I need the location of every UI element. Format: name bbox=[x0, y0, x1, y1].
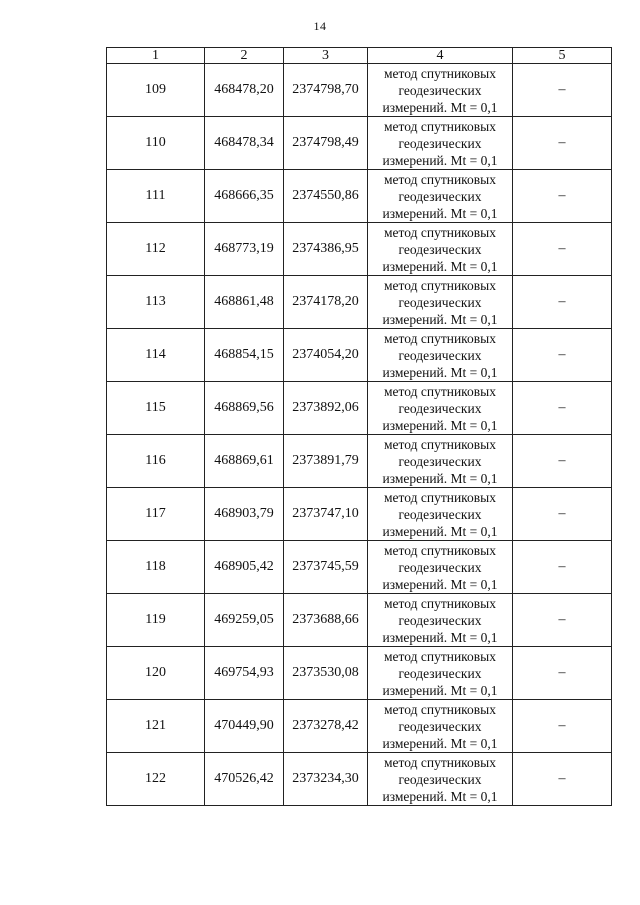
point-id-cell: 114 bbox=[107, 329, 205, 382]
method-line: метод спутниковых bbox=[384, 436, 496, 452]
note-cell: – bbox=[513, 170, 612, 223]
y-coordinate-cell: 2374054,20 bbox=[284, 329, 368, 382]
x-coordinate-cell: 468869,56 bbox=[205, 382, 284, 435]
method-line: геодезических bbox=[398, 82, 482, 98]
note-cell: – bbox=[513, 700, 612, 753]
method-line: измерений. Mt = 0,1 bbox=[382, 735, 498, 751]
method-line: метод спутниковых bbox=[384, 224, 496, 240]
header-col-5: 5 bbox=[513, 48, 612, 64]
method-cell bbox=[368, 700, 513, 753]
table-row bbox=[107, 329, 612, 382]
table-row bbox=[107, 753, 612, 806]
header-col-2: 2 bbox=[205, 48, 284, 64]
y-coordinate-cell: 2374550,86 bbox=[284, 170, 368, 223]
method-line: метод спутниковых bbox=[384, 118, 496, 134]
table-row bbox=[107, 276, 612, 329]
method-cell bbox=[368, 223, 513, 276]
note-cell: – bbox=[513, 117, 612, 170]
y-coordinate-cell: 2374386,95 bbox=[284, 223, 368, 276]
y-coordinate-cell: 2373688,66 bbox=[284, 594, 368, 647]
y-coordinate-cell: 2373745,59 bbox=[284, 541, 368, 594]
method-line: метод спутниковых bbox=[384, 542, 496, 558]
y-coordinate-cell: 2373234,30 bbox=[284, 753, 368, 806]
method-line: измерений. Mt = 0,1 bbox=[382, 258, 498, 274]
method-line: измерений. Mt = 0,1 bbox=[382, 99, 498, 115]
y-coordinate-cell: 2374798,70 bbox=[284, 64, 368, 117]
method-line: геодезических bbox=[398, 506, 482, 522]
x-coordinate-cell: 470526,42 bbox=[205, 753, 284, 806]
note-cell: – bbox=[513, 488, 612, 541]
method-line: метод спутниковых bbox=[384, 277, 496, 293]
method-line: измерений. Mt = 0,1 bbox=[382, 682, 498, 698]
header-col-1: 1 bbox=[107, 48, 205, 64]
table-row bbox=[107, 117, 612, 170]
note-cell: – bbox=[513, 64, 612, 117]
method-cell bbox=[368, 541, 513, 594]
method-line: измерений. Mt = 0,1 bbox=[382, 470, 498, 486]
point-id-cell: 118 bbox=[107, 541, 205, 594]
method-line: геодезических bbox=[398, 347, 482, 363]
x-coordinate-cell: 468854,15 bbox=[205, 329, 284, 382]
method-line: метод спутниковых bbox=[384, 383, 496, 399]
method-line: геодезических bbox=[398, 135, 482, 151]
header-col-3: 3 bbox=[284, 48, 368, 64]
note-cell: – bbox=[513, 647, 612, 700]
y-coordinate-cell: 2374798,49 bbox=[284, 117, 368, 170]
method-line: метод спутниковых bbox=[384, 595, 496, 611]
method-line: измерений. Mt = 0,1 bbox=[382, 205, 498, 221]
point-id-cell: 115 bbox=[107, 382, 205, 435]
method-line: геодезических bbox=[398, 559, 482, 575]
method-line: метод спутниковых bbox=[384, 648, 496, 664]
table-row bbox=[107, 700, 612, 753]
x-coordinate-cell: 468905,42 bbox=[205, 541, 284, 594]
table-row bbox=[107, 382, 612, 435]
method-line: метод спутниковых bbox=[384, 330, 496, 346]
method-line: геодезических bbox=[398, 188, 482, 204]
note-cell: – bbox=[513, 382, 612, 435]
method-line: геодезических bbox=[398, 771, 482, 787]
table-body bbox=[107, 64, 612, 806]
method-line: геодезических bbox=[398, 718, 482, 734]
method-cell bbox=[368, 329, 513, 382]
table-row bbox=[107, 223, 612, 276]
method-line: геодезических bbox=[398, 294, 482, 310]
method-line: измерений. Mt = 0,1 bbox=[382, 364, 498, 380]
point-id-cell: 122 bbox=[107, 753, 205, 806]
coordinates-table bbox=[106, 47, 612, 806]
method-line: геодезических bbox=[398, 241, 482, 257]
point-id-cell: 110 bbox=[107, 117, 205, 170]
method-line: метод спутниковых bbox=[384, 701, 496, 717]
method-cell bbox=[368, 435, 513, 488]
x-coordinate-cell: 468869,61 bbox=[205, 435, 284, 488]
table-row bbox=[107, 64, 612, 117]
note-cell: – bbox=[513, 753, 612, 806]
y-coordinate-cell: 2373747,10 bbox=[284, 488, 368, 541]
method-cell bbox=[368, 594, 513, 647]
x-coordinate-cell: 468478,20 bbox=[205, 64, 284, 117]
note-cell: – bbox=[513, 329, 612, 382]
method-line: геодезических bbox=[398, 665, 482, 681]
method-line: измерений. Mt = 0,1 bbox=[382, 629, 498, 645]
method-cell bbox=[368, 382, 513, 435]
point-id-cell: 113 bbox=[107, 276, 205, 329]
method-cell bbox=[368, 117, 513, 170]
table-row bbox=[107, 594, 612, 647]
method-cell bbox=[368, 276, 513, 329]
method-line: измерений. Mt = 0,1 bbox=[382, 152, 498, 168]
y-coordinate-cell: 2373891,79 bbox=[284, 435, 368, 488]
method-line: измерений. Mt = 0,1 bbox=[382, 523, 498, 539]
table-row bbox=[107, 435, 612, 488]
method-cell bbox=[368, 64, 513, 117]
note-cell: – bbox=[513, 594, 612, 647]
x-coordinate-cell: 468478,34 bbox=[205, 117, 284, 170]
point-id-cell: 120 bbox=[107, 647, 205, 700]
table-row bbox=[107, 488, 612, 541]
y-coordinate-cell: 2373278,42 bbox=[284, 700, 368, 753]
method-line: измерений. Mt = 0,1 bbox=[382, 788, 498, 804]
note-cell: – bbox=[513, 276, 612, 329]
table-row bbox=[107, 170, 612, 223]
method-line: метод спутниковых bbox=[384, 171, 496, 187]
method-line: метод спутниковых bbox=[384, 754, 496, 770]
table-row bbox=[107, 647, 612, 700]
method-cell bbox=[368, 488, 513, 541]
method-line: геодезических bbox=[398, 400, 482, 416]
x-coordinate-cell: 469754,93 bbox=[205, 647, 284, 700]
note-cell: – bbox=[513, 223, 612, 276]
x-coordinate-cell: 470449,90 bbox=[205, 700, 284, 753]
x-coordinate-cell: 468666,35 bbox=[205, 170, 284, 223]
note-cell: – bbox=[513, 541, 612, 594]
method-line: метод спутниковых bbox=[384, 489, 496, 505]
method-cell bbox=[368, 647, 513, 700]
y-coordinate-cell: 2373892,06 bbox=[284, 382, 368, 435]
note-cell: – bbox=[513, 435, 612, 488]
method-cell bbox=[368, 170, 513, 223]
header-col-4: 4 bbox=[368, 48, 513, 64]
y-coordinate-cell: 2373530,08 bbox=[284, 647, 368, 700]
x-coordinate-cell: 468903,79 bbox=[205, 488, 284, 541]
method-line: измерений. Mt = 0,1 bbox=[382, 311, 498, 327]
method-line: метод спутниковых bbox=[384, 65, 496, 81]
method-line: измерений. Mt = 0,1 bbox=[382, 417, 498, 433]
point-id-cell: 119 bbox=[107, 594, 205, 647]
method-line: геодезических bbox=[398, 612, 482, 628]
point-id-cell: 109 bbox=[107, 64, 205, 117]
y-coordinate-cell: 2374178,20 bbox=[284, 276, 368, 329]
x-coordinate-cell: 468861,48 bbox=[205, 276, 284, 329]
point-id-cell: 116 bbox=[107, 435, 205, 488]
point-id-cell: 117 bbox=[107, 488, 205, 541]
x-coordinate-cell: 468773,19 bbox=[205, 223, 284, 276]
method-line: измерений. Mt = 0,1 bbox=[382, 576, 498, 592]
point-id-cell: 111 bbox=[107, 170, 205, 223]
x-coordinate-cell: 469259,05 bbox=[205, 594, 284, 647]
point-id-cell: 112 bbox=[107, 223, 205, 276]
table-row bbox=[107, 541, 612, 594]
method-cell bbox=[368, 753, 513, 806]
point-id-cell: 121 bbox=[107, 700, 205, 753]
table-header-row bbox=[107, 48, 612, 64]
method-line: геодезических bbox=[398, 453, 482, 469]
page-number: 14 bbox=[313, 19, 327, 33]
